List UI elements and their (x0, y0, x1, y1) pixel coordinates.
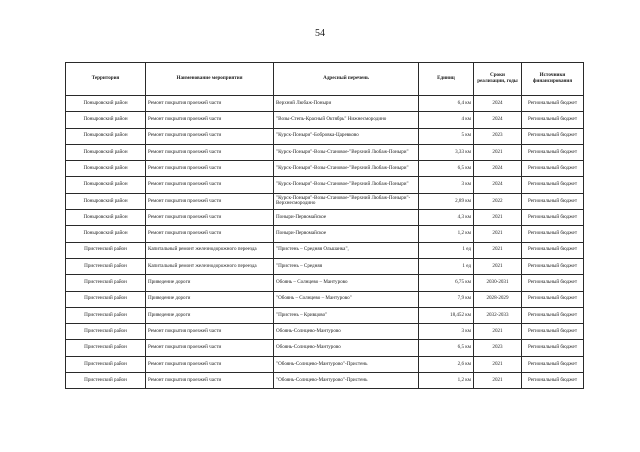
cell-territory: Поныровский район (66, 128, 146, 144)
cell-event: Ремонт покрытия проезжей части (146, 340, 274, 356)
table-row (66, 373, 584, 389)
cell-address: "Курск-Поныри"-Возы-Становое-"Верхний Любаж-Поныри" (274, 177, 419, 193)
table-row (66, 161, 584, 177)
cell-term: 2021 (474, 324, 522, 340)
table-header-row (66, 63, 584, 96)
cell-territory: Поныровский район (66, 96, 146, 112)
cell-term: 2024 (474, 177, 522, 193)
cell-event: Ремонт покрытия проезжей части (146, 112, 274, 128)
program-table (65, 62, 584, 389)
cell-unit: 1,2 км (419, 373, 474, 389)
table-row (66, 340, 584, 356)
table-row (66, 324, 584, 340)
cell-address: "Обоянь – Солнцево – Мантурово" (274, 291, 419, 307)
cell-event: Ремонт покрытия проезжей части (146, 226, 274, 242)
cell-event: Ремонт покрытия проезжей части (146, 128, 274, 144)
table-row (66, 177, 584, 193)
table-row (66, 242, 584, 258)
cell-source: Региональный бюджет (522, 177, 584, 193)
table-row (66, 112, 584, 128)
cell-event: Ремонт покрытия проезжей части (146, 373, 274, 389)
header-territory: Территория (66, 63, 146, 96)
cell-term: 2032-2033 (474, 307, 522, 323)
cell-territory: Пристенский район (66, 340, 146, 356)
cell-territory: Пристенский район (66, 324, 146, 340)
cell-term: 2022 (474, 193, 522, 209)
cell-territory: Поныровский район (66, 144, 146, 160)
table-row (66, 258, 584, 274)
cell-event: Ремонт покрытия проезжей части (146, 144, 274, 160)
cell-event: Приведение дороги (146, 275, 274, 291)
cell-unit: 1,2 км (419, 226, 474, 242)
cell-address: "Курск-Поныри"-Бобровка-Царевково (274, 128, 419, 144)
table-row (66, 307, 584, 323)
cell-unit: 4,3 км (419, 210, 474, 226)
table-row (66, 193, 584, 209)
cell-address: Поныри-Первомайское (274, 226, 419, 242)
cell-source: Региональный бюджет (522, 242, 584, 258)
cell-territory: Пристенский район (66, 242, 146, 258)
table-row (66, 144, 584, 160)
cell-event: Ремонт покрытия проезжей части (146, 96, 274, 112)
table-row (66, 210, 584, 226)
cell-event: Капитальный ремонт железнодорожного переезда (146, 242, 274, 258)
cell-source: Региональный бюджет (522, 193, 584, 209)
cell-unit: 1 ед (419, 258, 474, 274)
cell-unit: 1 ед (419, 242, 474, 258)
page-number: 54 (315, 28, 325, 39)
cell-term: 2024 (474, 161, 522, 177)
cell-event: Ремонт покрытия проезжей части (146, 356, 274, 372)
cell-source: Региональный бюджет (522, 275, 584, 291)
cell-unit: 6,4 км (419, 96, 474, 112)
cell-term: 2021 (474, 226, 522, 242)
cell-territory: Пристенский район (66, 356, 146, 372)
cell-unit: 6,75 км (419, 275, 474, 291)
cell-unit: 5 км (419, 128, 474, 144)
cell-event: Ремонт покрытия проезжей части (146, 193, 274, 209)
cell-address: "Пристень – Средняя Ольшанка", (274, 242, 419, 258)
cell-source: Региональный бюджет (522, 210, 584, 226)
cell-territory: Поныровский район (66, 177, 146, 193)
table-row (66, 275, 584, 291)
cell-territory: Пристенский район (66, 275, 146, 291)
cell-unit: 3 км (419, 324, 474, 340)
cell-address: Обоянь-Солнцево-Мантурово (274, 340, 419, 356)
cell-address: "Курск-Поныри"-Возы-Становое-"Верхний Любаж-Поныри"-Верхнесмородино (274, 193, 419, 209)
cell-address: "Курск-Поныри"-Возы-Становое-"Верхний Любаж-Поныри" (274, 161, 419, 177)
cell-territory: Пристенский район (66, 291, 146, 307)
cell-term: 2023 (474, 340, 522, 356)
cell-event: Приведение дороги (146, 291, 274, 307)
cell-unit: 18,452 км (419, 307, 474, 323)
cell-source: Региональный бюджет (522, 373, 584, 389)
cell-unit: 7,9 км (419, 291, 474, 307)
cell-source: Региональный бюджет (522, 96, 584, 112)
cell-unit: 6,5 км (419, 161, 474, 177)
table-body (66, 96, 584, 389)
cell-source: Региональный бюджет (522, 356, 584, 372)
cell-term: 2021 (474, 242, 522, 258)
cell-territory: Пристенский район (66, 373, 146, 389)
header-event: Наименование мероприятия (146, 63, 274, 96)
cell-event: Приведение дороги (146, 307, 274, 323)
table-row (66, 291, 584, 307)
header-address: Адресный перечень (274, 63, 419, 96)
cell-address: "Пристень – Кривцово" (274, 307, 419, 323)
cell-event: Капитальный ремонт железнодорожного переезда (146, 258, 274, 274)
cell-unit: 3 км (419, 177, 474, 193)
table-row (66, 96, 584, 112)
cell-term: 2021 (474, 210, 522, 226)
cell-source: Региональный бюджет (522, 291, 584, 307)
cell-territory: Поныровский район (66, 193, 146, 209)
cell-territory: Поныровский район (66, 210, 146, 226)
cell-term: 2021 (474, 144, 522, 160)
cell-source: Региональный бюджет (522, 324, 584, 340)
cell-address: "Возы-Степь-Красный Октябрь" Нижнесмородино (274, 112, 419, 128)
cell-unit: 6,5 км (419, 340, 474, 356)
cell-address: Верхний Любаж-Поныри (274, 96, 419, 112)
cell-event: Ремонт покрытия проезжей части (146, 161, 274, 177)
cell-term: 2024 (474, 112, 522, 128)
cell-term: 2021 (474, 258, 522, 274)
table-row (66, 356, 584, 372)
cell-event: Ремонт покрытия проезжей части (146, 324, 274, 340)
header-unit: Единиц (419, 63, 474, 96)
cell-address: Поныри-Первомайское (274, 210, 419, 226)
cell-address: "Курск-Поныри"-Возы-Становое-"Верхний Любаж-Поныри" (274, 144, 419, 160)
table-row (66, 128, 584, 144)
cell-event: Ремонт покрытия проезжей части (146, 177, 274, 193)
cell-territory: Поныровский район (66, 161, 146, 177)
cell-address: "Обоянь-Солнцево-Мантурово"-Пристень (274, 356, 419, 372)
cell-address: Обоянь-Солнцево-Мантурово (274, 324, 419, 340)
cell-source: Региональный бюджет (522, 226, 584, 242)
cell-source: Региональный бюджет (522, 144, 584, 160)
cell-term: 2021 (474, 373, 522, 389)
cell-term: 2023 (474, 128, 522, 144)
cell-source: Региональный бюджет (522, 161, 584, 177)
cell-address: "Пристень – Средняя (274, 258, 419, 274)
cell-unit: 4 км (419, 112, 474, 128)
cell-address: "Обоянь-Солнцево-Мантурово"-Пристень (274, 373, 419, 389)
cell-territory: Поныровский район (66, 112, 146, 128)
cell-term: 2024 (474, 96, 522, 112)
cell-source: Региональный бюджет (522, 307, 584, 323)
table-row (66, 226, 584, 242)
cell-term: 2028-2029 (474, 291, 522, 307)
cell-source: Региональный бюджет (522, 340, 584, 356)
cell-source: Региональный бюджет (522, 258, 584, 274)
header-source: Источники финансирования (522, 63, 584, 96)
cell-source: Региональный бюджет (522, 128, 584, 144)
cell-territory: Пристенский район (66, 258, 146, 274)
header-term: Сроки реализации, годы (474, 63, 522, 96)
cell-term: 2021 (474, 356, 522, 372)
cell-territory: Поныровский район (66, 226, 146, 242)
cell-event: Ремонт покрытия проезжей части (146, 210, 274, 226)
cell-source: Региональный бюджет (522, 112, 584, 128)
cell-unit: 2,6 км (419, 356, 474, 372)
cell-term: 2030-2031 (474, 275, 522, 291)
cell-unit: 2,89 км (419, 193, 474, 209)
cell-address: Обоянь – Солнцево – Мантурово (274, 275, 419, 291)
cell-territory: Пристенский район (66, 307, 146, 323)
cell-unit: 3,33 км (419, 144, 474, 160)
